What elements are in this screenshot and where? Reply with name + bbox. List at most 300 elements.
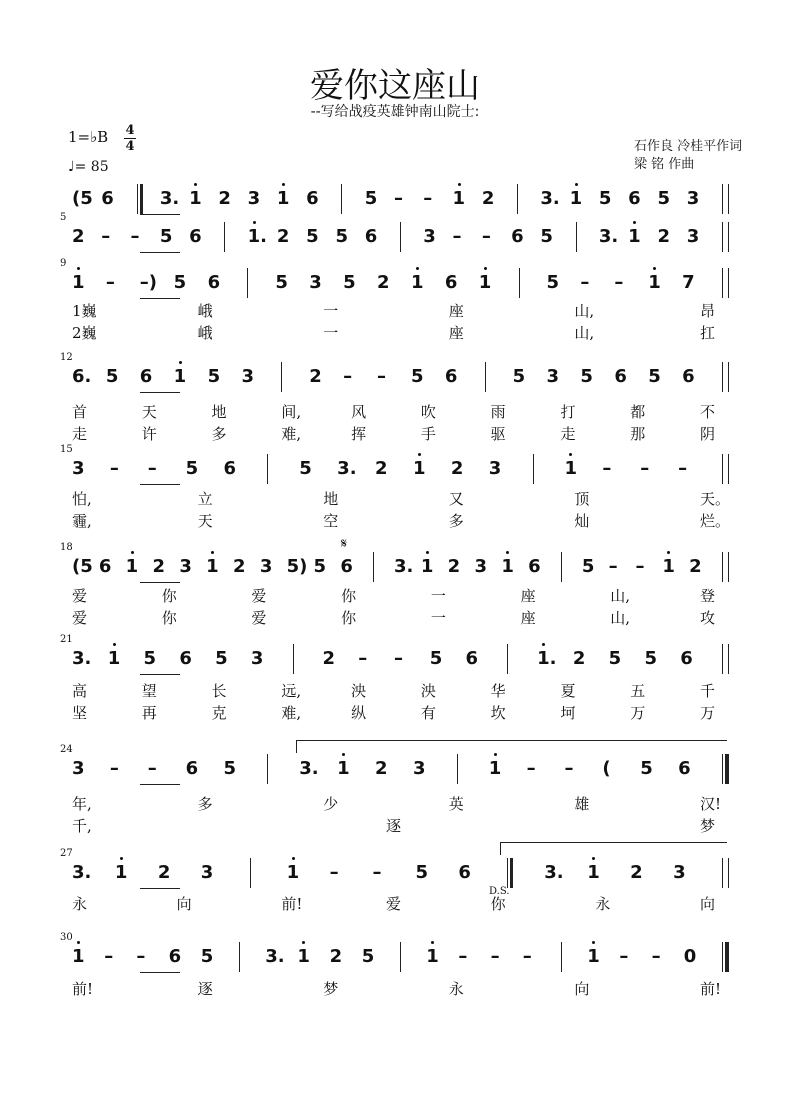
note: – bbox=[147, 458, 157, 479]
volta-bracket-1 bbox=[296, 740, 727, 753]
octave-dot bbox=[342, 753, 345, 756]
beam-line bbox=[140, 888, 180, 889]
note: 3 bbox=[546, 366, 560, 387]
note: 6 bbox=[185, 758, 199, 779]
note: 5 bbox=[173, 272, 187, 293]
note: 5 bbox=[415, 862, 428, 883]
barline bbox=[722, 552, 723, 582]
song-title: 爱你这座山 bbox=[310, 66, 480, 106]
lyric-syllable: 一 bbox=[323, 324, 339, 342]
note: 6 bbox=[179, 648, 192, 669]
note: – bbox=[358, 648, 368, 669]
lyric-syllable: 地 bbox=[211, 403, 227, 421]
barline bbox=[722, 362, 723, 392]
note: 5 bbox=[361, 946, 375, 967]
lyric-syllable: 天。 bbox=[700, 490, 731, 508]
note: 2 bbox=[377, 272, 390, 293]
lyric-syllable: 永 bbox=[595, 895, 611, 913]
barline bbox=[373, 552, 374, 582]
staff-system bbox=[0, 848, 790, 922]
note: 5 bbox=[223, 758, 237, 779]
lyric-syllable: 爱 bbox=[72, 609, 88, 627]
note: 1 bbox=[452, 188, 466, 209]
octave-dot bbox=[418, 453, 421, 456]
octave-dot bbox=[77, 267, 80, 270]
lyric-syllable: 夏 bbox=[560, 682, 576, 700]
barline bbox=[341, 184, 342, 214]
lyric-syllable: 座 bbox=[448, 324, 464, 342]
beam-line bbox=[140, 252, 180, 253]
system-end-barline bbox=[728, 268, 729, 298]
note: 1 bbox=[569, 188, 583, 209]
note: 6 bbox=[306, 188, 319, 209]
note: 6. bbox=[72, 366, 92, 387]
octave-dot bbox=[575, 183, 578, 186]
note: 5 bbox=[640, 758, 653, 779]
lyric-syllable: 爱 bbox=[386, 895, 402, 913]
note: 5 bbox=[105, 366, 119, 387]
barline bbox=[722, 184, 723, 214]
barline bbox=[519, 268, 520, 298]
note: 6 bbox=[511, 226, 524, 247]
lyric-syllable: 万 bbox=[700, 704, 716, 722]
lyric-syllable: 山, bbox=[574, 302, 595, 320]
lyric-syllable: 多 bbox=[197, 795, 213, 813]
lyric-syllable: 梦 bbox=[323, 980, 339, 998]
note: 3 bbox=[72, 758, 85, 779]
note: 2 bbox=[375, 458, 388, 479]
lyric-syllable: 雄 bbox=[574, 795, 590, 813]
note: 6 bbox=[168, 946, 182, 967]
note: – bbox=[490, 946, 500, 967]
note: 3 bbox=[250, 648, 264, 669]
octave-dot bbox=[484, 267, 487, 270]
note: 0 bbox=[683, 946, 697, 967]
octave-dot bbox=[292, 857, 295, 860]
lyric-syllable: 望 bbox=[141, 682, 157, 700]
note: 5 bbox=[185, 458, 199, 479]
note: – bbox=[614, 272, 624, 293]
octave-dot bbox=[426, 551, 429, 554]
note: 2 bbox=[152, 556, 166, 577]
measure-number: 15 bbox=[60, 444, 73, 455]
beam-line bbox=[140, 392, 180, 393]
lyric-syllable: 风 bbox=[351, 403, 367, 421]
lyric-syllable: 纵 bbox=[351, 704, 367, 722]
lyric-syllable: 阴 bbox=[700, 425, 716, 443]
note: 6 bbox=[680, 648, 693, 669]
note: 1 bbox=[286, 862, 300, 883]
beam-line bbox=[140, 582, 180, 583]
lyric-syllable: 难, bbox=[281, 425, 302, 443]
lyric-syllable: 走 bbox=[72, 425, 88, 443]
note: 5 bbox=[581, 556, 595, 577]
lyric-syllable: 那 bbox=[630, 425, 646, 443]
octave-dot bbox=[667, 551, 670, 554]
note: 3 bbox=[488, 458, 502, 479]
octave-dot bbox=[592, 857, 595, 860]
lyric-syllable: 昂 bbox=[700, 302, 716, 320]
tempo-marking: ♩= 85 bbox=[68, 159, 109, 175]
system-end-barline bbox=[728, 644, 729, 674]
note: 2 bbox=[276, 226, 290, 247]
lyric-syllable: 一 bbox=[430, 587, 446, 605]
note: 3 bbox=[423, 226, 436, 247]
note: 6 bbox=[189, 226, 202, 247]
note: 5 bbox=[343, 272, 356, 293]
note: – bbox=[147, 758, 157, 779]
note: 1 bbox=[125, 556, 139, 577]
note: 1 bbox=[648, 272, 661, 293]
octave-dot bbox=[282, 183, 285, 186]
beam-line bbox=[140, 214, 180, 215]
note: – bbox=[394, 188, 403, 209]
note: – bbox=[372, 862, 382, 883]
lyric-syllable: 山, bbox=[610, 587, 631, 605]
note: – bbox=[109, 758, 119, 779]
system-end-barline bbox=[728, 552, 729, 582]
note: 2 bbox=[72, 226, 85, 247]
note: 5 bbox=[143, 648, 157, 669]
note: 3 bbox=[247, 188, 261, 209]
note: 6 bbox=[678, 758, 691, 779]
note: 5 bbox=[657, 188, 670, 209]
lyric-syllable: 逐 bbox=[197, 980, 213, 998]
measure-number: 18 bbox=[60, 542, 73, 553]
beam-line bbox=[140, 298, 180, 299]
lyric-syllable: 坚 bbox=[72, 704, 88, 722]
octave-dot bbox=[458, 183, 461, 186]
lyric-syllable: 年, bbox=[72, 795, 92, 813]
note: 3. bbox=[544, 862, 564, 883]
note: 1 bbox=[478, 272, 492, 293]
note: 3 bbox=[412, 758, 426, 779]
note: – bbox=[619, 946, 629, 967]
note: – bbox=[481, 226, 491, 247]
lyric-syllable: 又 bbox=[448, 490, 464, 508]
barline bbox=[250, 858, 251, 888]
note: 3 bbox=[474, 556, 488, 577]
lyric-syllable: 驱 bbox=[490, 425, 506, 443]
note: 3. bbox=[598, 226, 619, 247]
lyric-syllable: 汉! bbox=[700, 795, 722, 813]
measure-number: 5 bbox=[60, 212, 67, 223]
note: 5 bbox=[580, 366, 593, 387]
octave-dot bbox=[302, 941, 305, 944]
barline bbox=[561, 942, 562, 972]
lyric-syllable: 一 bbox=[323, 302, 339, 320]
note: 1 bbox=[72, 946, 85, 967]
lyric-syllable: 再 bbox=[141, 704, 157, 722]
lyric-syllable: 吹 bbox=[420, 403, 436, 421]
lyric-syllable: 座 bbox=[520, 609, 536, 627]
barline bbox=[137, 184, 138, 214]
lyric-syllable: 霾, bbox=[72, 512, 92, 530]
note: 3. bbox=[72, 862, 92, 883]
lyric-syllable: 向 bbox=[176, 895, 192, 913]
lyric-syllable: 前! bbox=[281, 895, 303, 913]
octave-dot bbox=[253, 221, 256, 224]
measure-number: 9 bbox=[60, 258, 67, 269]
lyric-syllable: 克 bbox=[211, 704, 227, 722]
note: 1 bbox=[206, 556, 219, 577]
note: – bbox=[130, 226, 140, 247]
note: (5 bbox=[72, 556, 93, 577]
barline bbox=[293, 644, 294, 674]
barline bbox=[267, 754, 268, 784]
note: 3 bbox=[259, 556, 273, 577]
note: 3. bbox=[265, 946, 285, 967]
note: 6 bbox=[340, 556, 353, 577]
measure-number: 27 bbox=[60, 848, 73, 859]
note: 6 bbox=[207, 272, 221, 293]
lyric-syllable: 许 bbox=[141, 425, 157, 443]
note: – bbox=[452, 226, 462, 247]
note: 5 bbox=[598, 188, 612, 209]
note: 6 bbox=[101, 188, 114, 209]
note: 1 bbox=[72, 272, 85, 293]
note: 1. bbox=[537, 648, 557, 669]
note: 2 bbox=[233, 556, 246, 577]
note: 3. bbox=[299, 758, 319, 779]
note: –) bbox=[139, 272, 158, 293]
note: 1 bbox=[297, 946, 310, 967]
lyric-syllable: 前! bbox=[72, 980, 94, 998]
lyric-syllable: 顶 bbox=[574, 490, 590, 508]
lyric-syllable: 挥 bbox=[351, 425, 367, 443]
system-end-barline bbox=[728, 754, 729, 784]
note: – bbox=[101, 226, 111, 247]
lyric-syllable: 攻 bbox=[700, 609, 716, 627]
note: 1 bbox=[488, 758, 502, 779]
barline bbox=[561, 552, 562, 582]
lyric-syllable: 怕, bbox=[72, 490, 92, 508]
lyricist-credit: 石作良 冷桂平作词 bbox=[634, 139, 743, 154]
note: 6 bbox=[614, 366, 627, 387]
staff-system bbox=[0, 542, 790, 627]
note: 2 bbox=[309, 366, 322, 387]
note: – bbox=[602, 458, 612, 479]
note: 2 bbox=[450, 458, 464, 479]
barline bbox=[400, 942, 401, 972]
lyric-syllable: 五 bbox=[630, 682, 646, 700]
note: – bbox=[564, 758, 574, 779]
note: – bbox=[522, 946, 532, 967]
beam-line bbox=[140, 784, 180, 785]
lyric-syllable: 打 bbox=[560, 403, 576, 421]
note: 5 bbox=[648, 366, 661, 387]
lyric-syllable: 座 bbox=[448, 302, 464, 320]
time-signature-bottom: 4 bbox=[125, 139, 135, 154]
lyric-syllable: 永 bbox=[448, 980, 464, 998]
staff-system bbox=[0, 444, 790, 530]
lyric-syllable: 都 bbox=[630, 403, 646, 421]
lyric-syllable: 远, bbox=[281, 682, 302, 700]
barline bbox=[576, 222, 577, 252]
beam-line bbox=[140, 484, 180, 485]
note: 6 bbox=[444, 272, 458, 293]
lyric-syllable: 峨 bbox=[197, 324, 213, 342]
lyric-syllable: 雨 bbox=[490, 403, 506, 421]
note: – bbox=[678, 458, 688, 479]
lyric-syllable: 英 bbox=[448, 795, 464, 813]
barline bbox=[281, 362, 282, 392]
lyric-syllable: 天 bbox=[197, 512, 213, 530]
lyric-syllable: 间, bbox=[281, 403, 302, 421]
lyric-syllable: 泱 bbox=[351, 682, 367, 700]
note: 6 bbox=[98, 556, 112, 577]
note: 2 bbox=[329, 946, 343, 967]
note: 5) bbox=[286, 556, 308, 577]
beam-line bbox=[140, 674, 180, 675]
note: 3. bbox=[540, 188, 560, 209]
note: 2 bbox=[481, 188, 495, 209]
octave-dot bbox=[416, 267, 419, 270]
octave-dot bbox=[592, 941, 595, 944]
note: 6 bbox=[528, 556, 541, 577]
lyric-syllable: 座 bbox=[520, 587, 536, 605]
note: – bbox=[526, 758, 536, 779]
lyric-syllable: 首 bbox=[72, 403, 88, 421]
lyric-syllable: 高 bbox=[72, 682, 88, 700]
octave-dot bbox=[120, 857, 123, 860]
lyric-syllable: 泱 bbox=[420, 682, 436, 700]
staff-system bbox=[0, 258, 790, 342]
note: 5 bbox=[429, 648, 443, 669]
note: 1 bbox=[587, 862, 600, 883]
lyric-syllable: 立 bbox=[197, 490, 213, 508]
lyric-syllable: 有 bbox=[420, 704, 436, 722]
octave-dot bbox=[494, 753, 497, 756]
note: 2 bbox=[572, 648, 586, 669]
note: – bbox=[608, 556, 618, 577]
octave-dot bbox=[211, 551, 214, 554]
note: 5 bbox=[335, 226, 348, 247]
song-subtitle: --写给战疫英雄钟南山院士: bbox=[310, 104, 480, 120]
note: 6 bbox=[628, 188, 641, 209]
lyric-syllable: 山, bbox=[574, 324, 595, 342]
octave-dot bbox=[179, 361, 182, 364]
lyric-syllable: 你 bbox=[161, 587, 177, 605]
lyric-syllable: 走 bbox=[560, 425, 576, 443]
note: 5 bbox=[306, 226, 319, 247]
note: – bbox=[343, 366, 353, 387]
note: – bbox=[458, 946, 468, 967]
octave-dot bbox=[506, 551, 509, 554]
lyric-syllable: 2巍 bbox=[72, 324, 97, 342]
note: (5 bbox=[72, 188, 93, 209]
lyric-syllable: 万 bbox=[630, 704, 646, 722]
barline bbox=[400, 222, 401, 252]
barline bbox=[722, 644, 723, 674]
note: 5 bbox=[200, 946, 214, 967]
note: 5 bbox=[364, 188, 378, 209]
system-end-barline bbox=[728, 454, 729, 484]
octave-dot bbox=[113, 643, 116, 646]
barline bbox=[722, 754, 723, 784]
lyric-syllable: 爱 bbox=[251, 587, 267, 605]
barline bbox=[517, 184, 518, 214]
note: 1 bbox=[337, 758, 350, 779]
note: 6 bbox=[465, 648, 479, 669]
note: 1 bbox=[587, 946, 600, 967]
note: 3 bbox=[241, 366, 254, 387]
note: 1 bbox=[501, 556, 514, 577]
barline bbox=[507, 644, 508, 674]
note: 1 bbox=[410, 272, 424, 293]
lyric-syllable: 你 bbox=[341, 609, 357, 627]
lyric-syllable: 千, bbox=[72, 817, 92, 835]
note: 5 bbox=[299, 458, 312, 479]
note: 3 bbox=[673, 862, 686, 883]
lyric-syllable: 逐 bbox=[386, 817, 402, 835]
system-end-barline bbox=[728, 184, 729, 214]
note: 5 bbox=[159, 226, 173, 247]
note: 5 bbox=[275, 272, 288, 293]
note: 2 bbox=[630, 862, 643, 883]
note: 6 bbox=[458, 862, 471, 883]
time-signature-top: 4 bbox=[125, 123, 135, 138]
lyric-syllable: 千 bbox=[700, 682, 716, 700]
note: – bbox=[651, 946, 661, 967]
note: 1 bbox=[426, 946, 439, 967]
note: 1 bbox=[420, 556, 434, 577]
lyric-syllable: 你 bbox=[161, 609, 177, 627]
note: – bbox=[423, 188, 433, 209]
lyric-syllable: 难, bbox=[281, 704, 302, 722]
octave-dot bbox=[542, 643, 545, 646]
system-end-barline bbox=[728, 942, 729, 972]
note: 3 bbox=[686, 188, 700, 209]
note: 6 bbox=[364, 226, 378, 247]
barline bbox=[457, 754, 458, 784]
octave-dot bbox=[77, 941, 80, 944]
octave-dot bbox=[431, 941, 434, 944]
measure-number: 12 bbox=[60, 352, 73, 363]
note: 3. bbox=[394, 556, 414, 577]
lyric-syllable: 前! bbox=[700, 980, 722, 998]
lyric-syllable: 华 bbox=[490, 682, 506, 700]
note: 1 bbox=[276, 188, 290, 209]
note: 5 bbox=[512, 366, 526, 387]
segno-mark: 𝄋 bbox=[341, 536, 348, 552]
note: 2 bbox=[447, 556, 461, 577]
staff-system bbox=[0, 744, 790, 835]
note: 6 bbox=[682, 366, 695, 387]
note: – bbox=[105, 272, 115, 293]
lyric-syllable: 永 bbox=[72, 895, 88, 913]
note: ( bbox=[602, 758, 611, 779]
barline bbox=[722, 454, 723, 484]
note: 3 bbox=[179, 556, 192, 577]
note: 5 bbox=[546, 272, 560, 293]
note: 2 bbox=[322, 648, 335, 669]
system-end-barline bbox=[728, 362, 729, 392]
barline bbox=[507, 858, 508, 888]
lyric-syllable: 一 bbox=[430, 609, 446, 627]
note: 3 bbox=[72, 458, 85, 479]
system-end-barline bbox=[728, 222, 729, 252]
note: 6 bbox=[139, 366, 153, 387]
lyric-syllable: 扛 bbox=[700, 324, 716, 342]
note: 1 bbox=[173, 366, 187, 387]
lyric-syllable: 少 bbox=[323, 795, 339, 813]
lyric-syllable: 空 bbox=[323, 512, 339, 530]
note: 2 bbox=[157, 862, 171, 883]
barline bbox=[722, 222, 723, 252]
note: – bbox=[635, 556, 645, 577]
lyric-syllable: 烂。 bbox=[700, 512, 731, 530]
